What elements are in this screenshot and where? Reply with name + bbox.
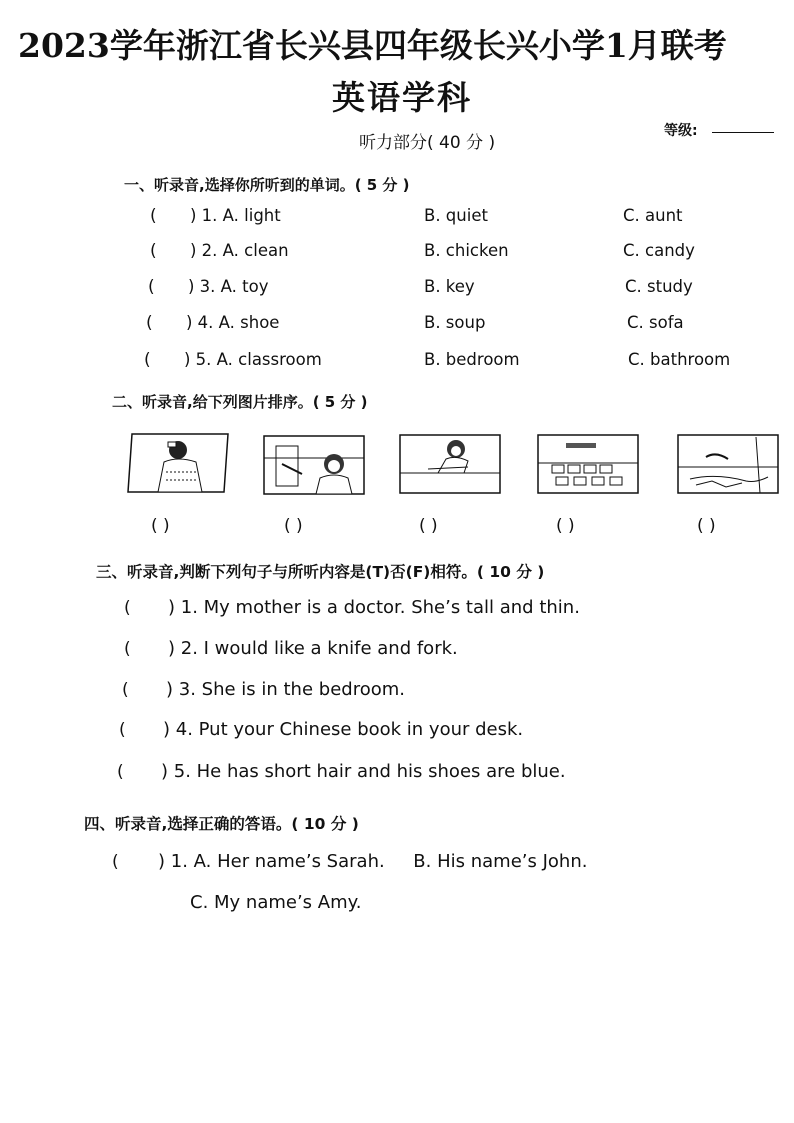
option-c: C. aunt <box>623 206 683 225</box>
picture-answer-blank[interactable]: ( ) <box>556 516 575 536</box>
option-b: B. quiet <box>424 206 488 225</box>
section2-heading: 二、听录音,给下列图片排序。( 5 分 ) <box>112 393 368 411</box>
grade-blank-line[interactable] <box>712 132 774 133</box>
picture-answer-blank[interactable]: ( ) <box>419 516 438 536</box>
answer-paren-open[interactable]: ( <box>117 762 124 782</box>
option-b: B. bedroom <box>424 350 520 369</box>
option-c: C. sofa <box>627 313 684 332</box>
answer-paren-open[interactable]: ( <box>150 241 157 261</box>
option-b: B. key <box>424 277 475 296</box>
option-c: C. bathroom <box>628 350 731 369</box>
answer-paren-open[interactable]: ( <box>124 598 131 618</box>
list-item: ) 3. She is in the bedroom. <box>166 679 405 700</box>
option-c: C. study <box>625 277 693 296</box>
answer-paren-open[interactable]: ( <box>146 313 153 333</box>
grade-label: 等级: <box>664 123 698 139</box>
option-a: ) 3. A. toy <box>188 277 269 296</box>
option-a: ) 5. A. classroom <box>184 350 322 369</box>
answer-paren-open[interactable]: ( <box>112 852 119 872</box>
option-c: C. candy <box>623 241 695 260</box>
answer-paren-open[interactable]: ( <box>124 639 131 659</box>
list-item: ) 1. My mother is a doctor. She’s tall and thin. <box>168 597 580 618</box>
answer-paren-open[interactable]: ( <box>144 350 151 370</box>
option-b: B. soup <box>424 313 486 332</box>
picture-answer-blank[interactable]: ( ) <box>697 516 716 536</box>
list-item-continuation: C. My name’s Amy. <box>190 892 362 913</box>
option-a: ) 4. A. shoe <box>186 313 280 332</box>
option-a: ) 2. A. clean <box>190 241 289 260</box>
section3-heading: 三、听录音,判断下列句子与所听内容是(T)否(F)相符。( 10 分 ) <box>96 563 545 581</box>
section1-heading: 一、听录音,选择你所听到的单词。( 5 分 ) <box>124 176 410 194</box>
section4-heading: 四、听录音,选择正确的答语。( 10 分 ) <box>84 815 359 833</box>
kitchen-table-picture <box>676 433 780 495</box>
answer-paren-open[interactable]: ( <box>119 720 126 740</box>
list-item: ) 2. I would like a knife and fork. <box>168 638 458 659</box>
girl-on-sofa-picture <box>398 433 502 495</box>
answer-paren-open[interactable]: ( <box>148 277 155 297</box>
picture-answer-blank[interactable]: ( ) <box>284 516 303 536</box>
answer-paren-open[interactable]: ( <box>150 206 157 226</box>
option-a: ) 1. A. light <box>190 206 281 225</box>
picture-answer-blank[interactable]: ( ) <box>151 516 170 536</box>
food-table-picture <box>536 433 640 495</box>
subject-title: 英语学科 <box>332 78 472 117</box>
list-item: ) 5. He has short hair and his shoes are blue. <box>161 761 566 782</box>
exam-title: 2023学年浙江省长兴县四年级长兴小学1月联考 <box>18 26 727 65</box>
part-label: 听力部分( 40 分 ) <box>359 133 496 153</box>
girl-at-door-picture <box>262 434 366 496</box>
option-b: B. chicken <box>424 241 509 260</box>
list-item: ) 4. Put your Chinese book in your desk. <box>163 719 524 740</box>
answer-paren-open[interactable]: ( <box>122 680 129 700</box>
boy-drinking-picture <box>126 432 230 494</box>
list-item: ) 1. A. Her name’s Sarah. B. His name’s John. <box>158 851 588 872</box>
